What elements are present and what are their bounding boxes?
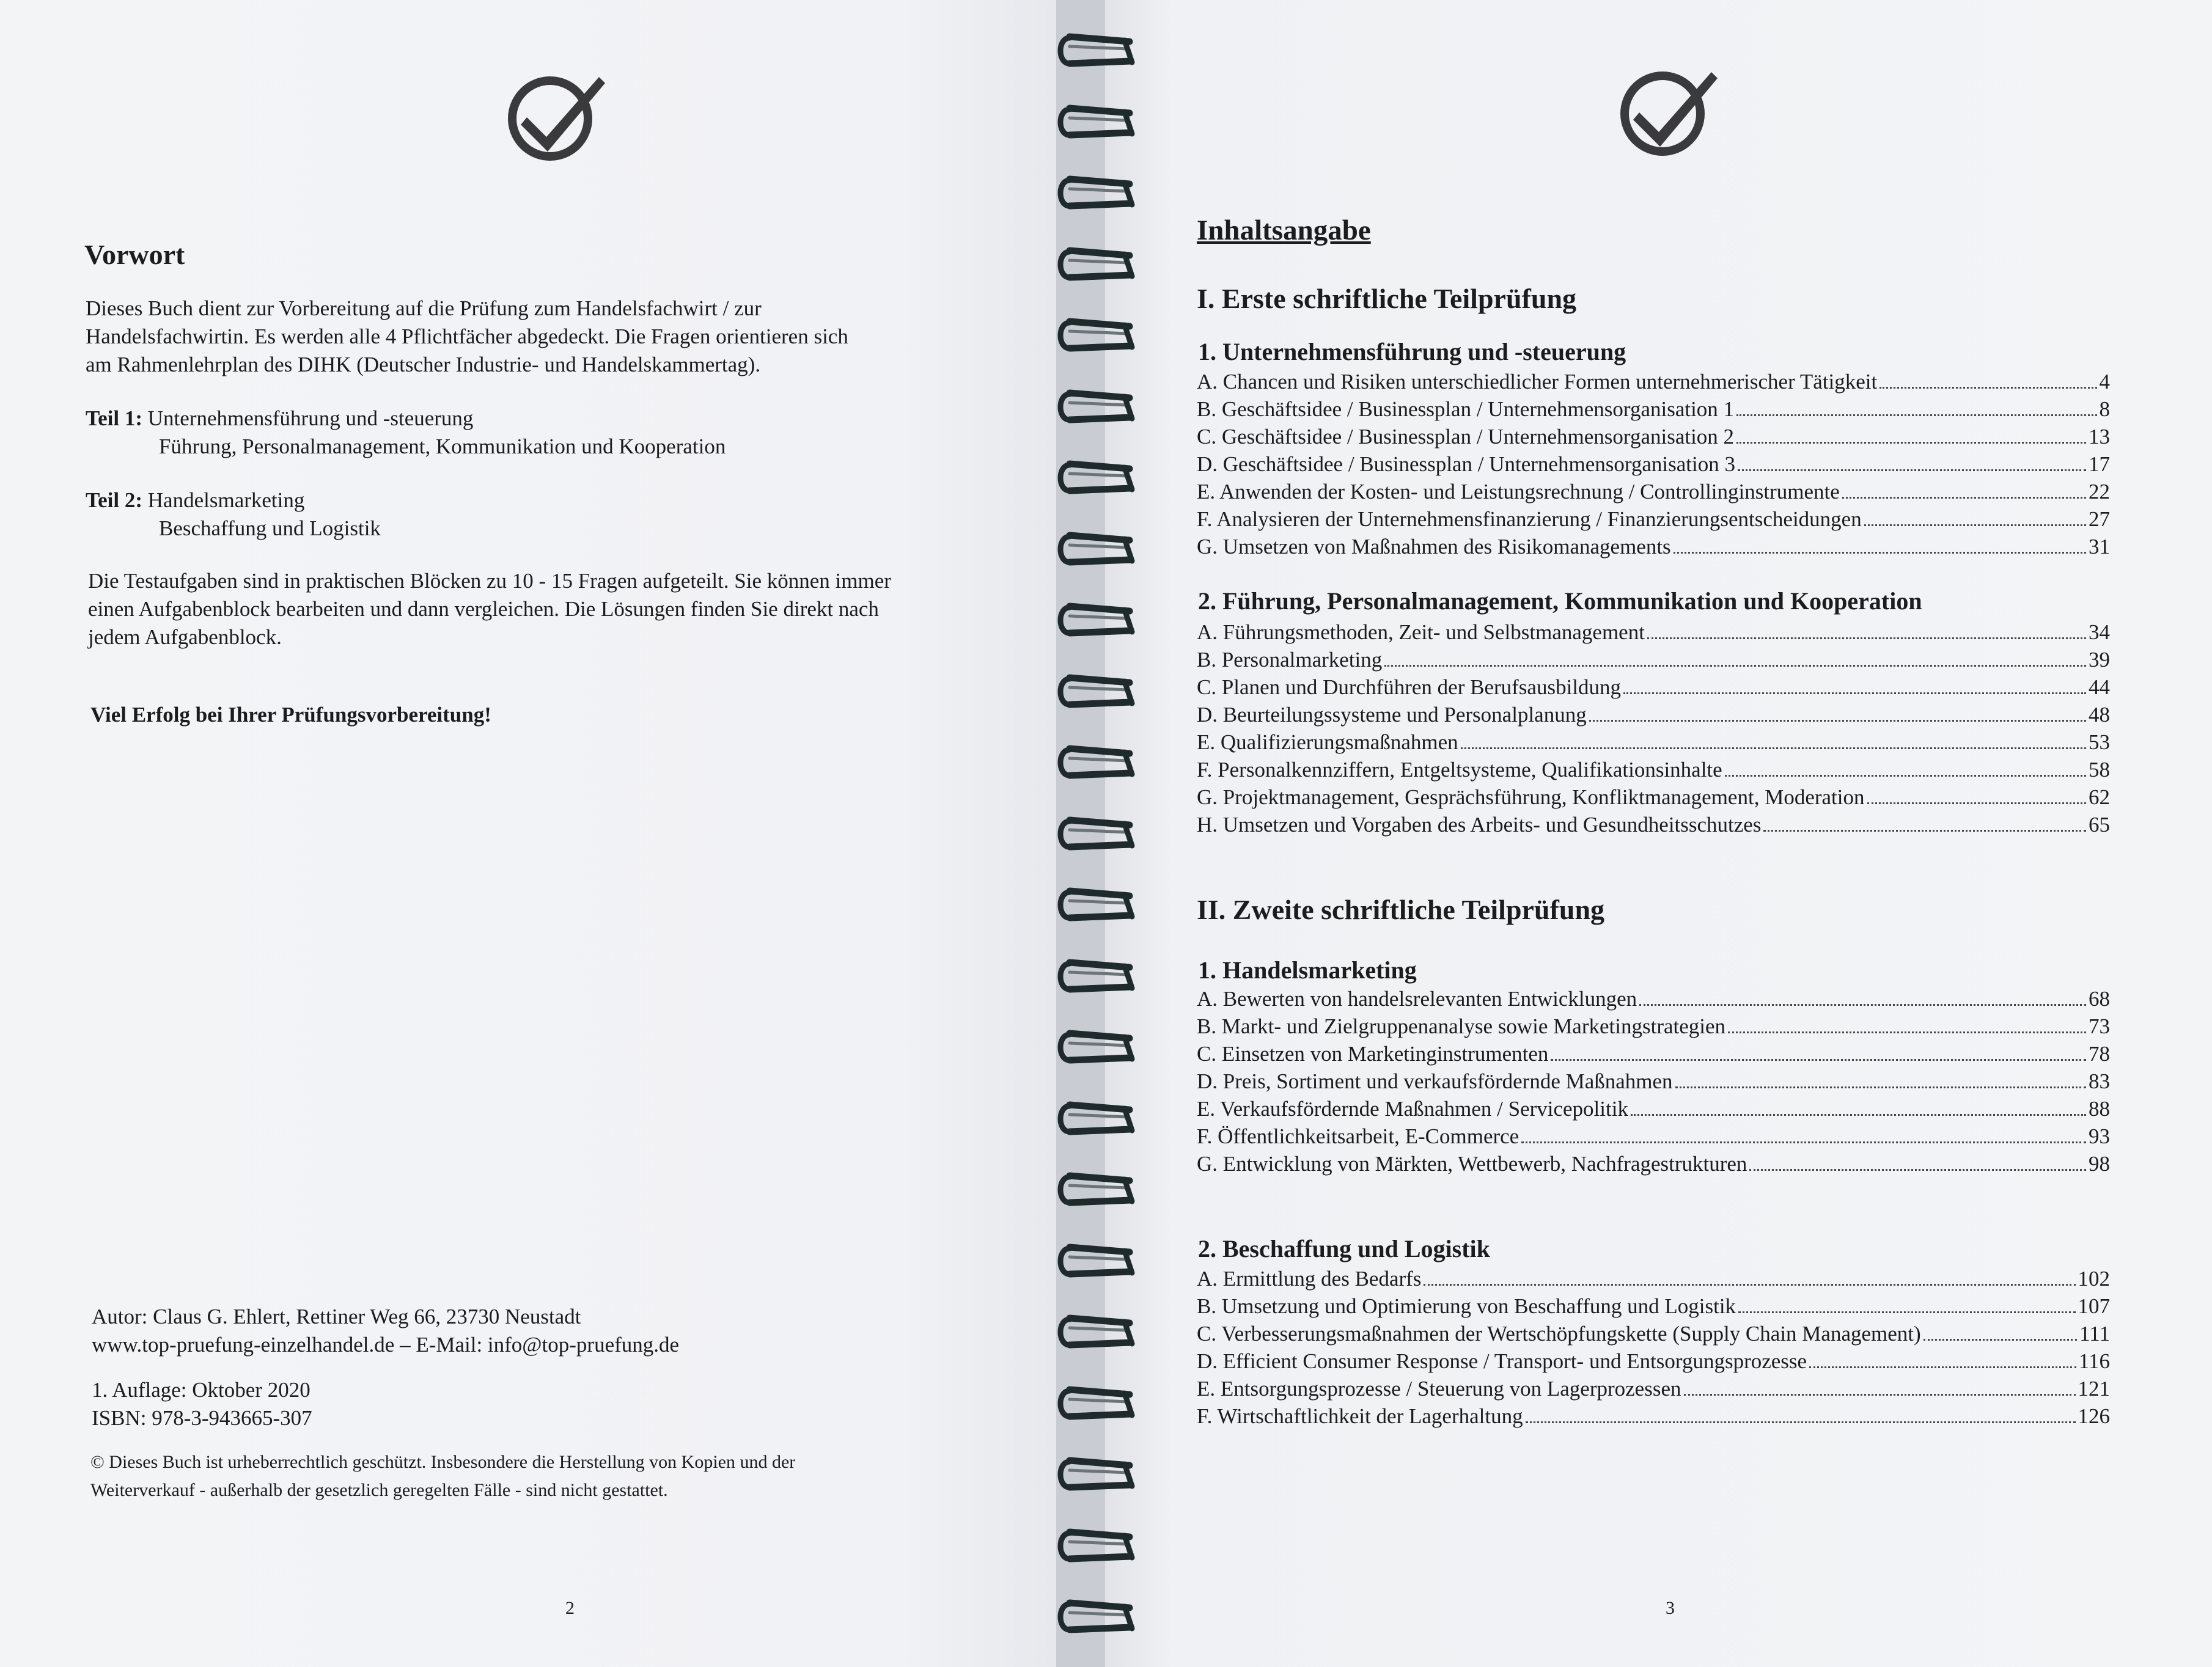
dot-leader <box>1879 387 2096 389</box>
toc-entry-title: D. Geschäftsidee / Businessplan / Unternehmensorganisation 3 <box>1197 452 1735 476</box>
dot-leader <box>1842 497 2086 499</box>
toc-entry[interactable] <box>1197 395 2110 423</box>
spiral-coil <box>1051 1525 1143 1567</box>
dot-leader <box>1763 830 2086 832</box>
dot-leader <box>1675 1086 2086 1088</box>
dot-leader <box>1424 1284 2075 1286</box>
toc-entry-title: B. Personalmarketing <box>1197 648 1383 672</box>
toc-entry[interactable] <box>1197 701 2110 728</box>
spiral-coil <box>1051 1453 1143 1496</box>
part-2-section-1-heading: 1. Handelsmarketing <box>1198 956 1417 984</box>
toc-entry[interactable] <box>1197 1265 2110 1292</box>
part-2-section-2-list <box>1197 1265 2110 1430</box>
toc-entry[interactable] <box>1197 533 2110 560</box>
spiral-coil <box>1051 1382 1143 1425</box>
test-paragraph <box>88 567 1017 651</box>
toc-entry-title: B. Geschäftsidee / Businessplan / Unternehmensorganisation 1 <box>1197 397 1735 421</box>
author-block <box>92 1303 679 1359</box>
toc-entry-page: 107 <box>2078 1294 2110 1318</box>
spiral-coil <box>1051 314 1143 357</box>
dot-leader <box>1736 414 2096 416</box>
dot-leader <box>1631 1114 2086 1116</box>
copyright-line: Weiterverkauf - außerhalb der gesetzlich geregelten Fälle - sind nicht gestattet. <box>90 1480 668 1500</box>
spiral-coil <box>1051 528 1143 571</box>
intro-line: Handelsfachwirtin. Es werden alle 4 Pflichtfächer abgedeckt. Die Fragen orientieren sich <box>86 324 848 348</box>
toc-entry[interactable] <box>1197 368 2110 395</box>
spiral-coil <box>1051 1097 1143 1140</box>
toc-entry[interactable] <box>1197 811 2110 838</box>
test-line: einen Aufgabenblock bearbeiten und dann vergleichen. Die Lösungen finden Sie direkt nach <box>88 597 879 621</box>
author-line: Autor: Claus G. Ehlert, Rettiner Weg 66, 23730 Neustadt <box>92 1305 581 1328</box>
spiral-coil <box>1051 1168 1143 1211</box>
toc-entry-page: 58 <box>2089 758 2110 782</box>
edition-block <box>92 1376 312 1432</box>
toc-entry-page: 65 <box>2089 813 2110 837</box>
teil-2 <box>86 486 381 543</box>
test-line: Die Testaufgaben sind in praktischen Blöcken zu 10 - 15 Fragen aufgeteilt. Sie können immer <box>88 569 891 593</box>
part-1-heading: I. Erste schriftliche Teilprüfung <box>1197 283 1577 314</box>
toc-entry[interactable] <box>1197 728 2110 756</box>
part-2-heading: II. Zweite schriftliche Teilprüfung <box>1197 894 1605 925</box>
part-1-section-2-heading: 2. Führung, Personalmanagement, Kommunikation und Kooperation <box>1198 587 1922 615</box>
toc-entry[interactable] <box>1197 1123 2110 1150</box>
toc-entry-page: 121 <box>2078 1377 2110 1401</box>
toc-entry-title: E. Anwenden der Kosten- und Leistungsrechnung / Controllinginstrumente <box>1197 480 1840 504</box>
toc-entry-page: 27 <box>2089 507 2110 531</box>
page-number-left: 2 <box>565 1598 575 1618</box>
dot-leader <box>1736 442 2086 444</box>
teil-2-line1: Handelsmarketing <box>147 488 305 512</box>
toc-entry-page: 93 <box>2089 1124 2110 1148</box>
toc-entry-page: 53 <box>2089 730 2110 754</box>
toc-entry[interactable] <box>1197 673 2110 701</box>
spiral-coil <box>1051 1596 1143 1638</box>
spiral-coil <box>1051 955 1143 998</box>
spiral-coil <box>1051 813 1143 855</box>
spiral-coil <box>1051 101 1143 144</box>
toc-entry-page: 73 <box>2089 1014 2110 1038</box>
toc-entry-title: A. Führungsmethoden, Zeit- und Selbstmanagement <box>1197 620 1645 644</box>
dot-leader <box>1384 665 2086 667</box>
dot-leader <box>1738 1311 2075 1313</box>
toc-entry-title: C. Planen und Durchführen der Berufsausbildung <box>1197 675 1622 699</box>
spiral-binding <box>1039 0 1155 1667</box>
toc-entry-page: 34 <box>2089 620 2110 644</box>
toc-entry[interactable] <box>1197 505 2110 533</box>
toc-entry-page: 111 <box>2079 1322 2110 1346</box>
toc-title: Inhaltsangabe <box>1197 214 1371 246</box>
toc-entry-page: 78 <box>2089 1042 2110 1066</box>
edition-line: 1. Auflage: Oktober 2020 <box>92 1378 310 1402</box>
toc-entry-page: 17 <box>2089 452 2110 476</box>
spiral-coil <box>1051 1026 1143 1069</box>
dot-leader <box>1749 1169 2086 1171</box>
toc-entry-title: G. Umsetzen von Maßnahmen des Risikomanagements <box>1197 535 1671 559</box>
toc-entry-page: 126 <box>2078 1404 2110 1428</box>
part-2-section-1-list <box>1197 985 2110 1178</box>
toc-entry-page: 31 <box>2089 535 2110 559</box>
toc-entry-title: C. Verbesserungsmaßnahmen der Wertschöpfungskette (Supply Chain Management) <box>1197 1322 1921 1346</box>
success-message: Viel Erfolg bei Ihrer Prüfungsvorbereitung! <box>90 703 491 727</box>
isbn-line: ISBN: 978-3-943665-307 <box>92 1406 312 1430</box>
spiral-coil <box>1051 456 1143 499</box>
dot-leader <box>1738 469 2086 471</box>
teil-2-label: Teil 2: <box>86 488 143 512</box>
toc-entry-title: A. Chancen und Risiken unterschiedlicher Formen unternehmerischer Tätigkeit <box>1197 370 1878 394</box>
dot-leader <box>1461 747 2086 749</box>
toc-entry-title: A. Bewerten von handelsrelevanten Entwicklungen <box>1197 987 1637 1011</box>
teil-2-line2: Beschaffung und Logistik <box>159 516 381 540</box>
spiral-coil <box>1051 884 1143 926</box>
toc-entry-title: H. Umsetzen und Vorgaben des Arbeits- und Gesundheitsschutzes <box>1197 813 1762 837</box>
dot-leader <box>1639 1004 2086 1006</box>
toc-entry-page: 68 <box>2089 987 2110 1011</box>
dot-leader <box>1867 802 2087 804</box>
toc-entry-page: 13 <box>2089 425 2110 449</box>
toc-entry-title: F. Personalkennziffern, Entgeltsysteme, Qualifikationsinhalte <box>1197 758 1722 782</box>
toc-entry[interactable] <box>1197 450 2110 478</box>
dot-leader <box>1623 692 2086 694</box>
toc-entry-title: D. Preis, Sortiment und verkaufsfördernde Maßnahmen <box>1197 1069 1673 1093</box>
check-circle-icon <box>1614 61 1730 159</box>
toc-entry[interactable] <box>1197 423 2110 450</box>
toc-entry-page: 22 <box>2089 480 2110 504</box>
toc-entry-title: B. Markt- und Zielgruppenanalyse sowie Marketingstrategien <box>1197 1014 1726 1038</box>
toc-entry[interactable] <box>1197 1375 2110 1402</box>
toc-entry[interactable] <box>1197 1347 2110 1375</box>
toc-entry-page: 98 <box>2089 1152 2110 1176</box>
toc-entry-title: E. Verkaufsfördernde Maßnahmen / Servicepolitik <box>1197 1097 1628 1121</box>
dot-leader <box>1526 1421 2076 1423</box>
toc-entry[interactable] <box>1197 1320 2110 1347</box>
spiral-coil <box>1051 29 1143 72</box>
toc-entry-title: D. Efficient Consumer Response / Transport- und Entsorgungsprozesse <box>1197 1349 1807 1373</box>
part-1-section-2-list <box>1197 618 2110 838</box>
intro-line: am Rahmenlehrplan des DIHK (Deutscher Industrie- und Handelskammertag). <box>86 353 761 376</box>
vorwort-title: Vorwort <box>84 239 185 270</box>
toc-entry-page: 8 <box>2099 397 2110 421</box>
web-email-line: www.top-pruefung-einzelhandel.de – E-Mail: info@top-pruefung.de <box>92 1333 680 1357</box>
toc-entry-title: E. Entsorgungsprozesse / Steuerung von Lagerprozessen <box>1197 1377 1681 1401</box>
intro-paragraph <box>86 295 1015 379</box>
toc-entry[interactable] <box>1197 1150 2110 1178</box>
toc-entry-page: 44 <box>2089 675 2110 699</box>
spiral-coil <box>1051 243 1143 286</box>
toc-entry[interactable] <box>1197 618 2110 646</box>
toc-entry-page: 116 <box>2078 1349 2110 1373</box>
teil-1-label: Teil 1: <box>86 406 143 430</box>
dot-leader <box>1521 1141 2086 1143</box>
part-2-section-2-heading: 2. Beschaffung und Logistik <box>1198 1235 1490 1262</box>
toc-entry-page: 102 <box>2078 1267 2110 1291</box>
teil-1-line2: Führung, Personalmanagement, Kommunikation und Kooperation <box>159 434 726 458</box>
dot-leader <box>1589 720 2086 722</box>
spiral-coil <box>1051 1311 1143 1354</box>
dot-leader <box>1728 1031 2086 1033</box>
copyright-line: © Dieses Buch ist urheberrechtlich geschützt. Insbesondere die Herstellung von Kopien und der <box>90 1452 796 1472</box>
toc-entry-title: F. Öffentlichkeitsarbeit, E-Commerce <box>1197 1124 1519 1148</box>
dot-leader <box>1725 775 2086 777</box>
page-number-right: 3 <box>1666 1598 1675 1618</box>
toc-entry-page: 48 <box>2089 703 2110 727</box>
toc-entry[interactable] <box>1197 646 2110 673</box>
toc-entry-title: F. Analysieren der Unternehmensfinanzierung / Finanzierungsentscheidungen <box>1197 507 1862 531</box>
toc-entry-title: G. Entwicklung von Märkten, Wettbewerb, Nachfragestrukturen <box>1197 1152 1747 1176</box>
dot-leader <box>1551 1059 2086 1061</box>
toc-entry-page: 88 <box>2089 1097 2110 1121</box>
toc-entry[interactable] <box>1197 478 2110 505</box>
spiral-coil <box>1051 1240 1143 1283</box>
toc-entry[interactable] <box>1197 1095 2110 1123</box>
teil-1 <box>86 405 726 461</box>
spiral-coil <box>1051 741 1143 784</box>
toc-entry[interactable] <box>1197 985 2110 1013</box>
toc-entry-title: F. Wirtschaftlichkeit der Lagerhaltung <box>1197 1404 1523 1428</box>
dot-leader <box>1684 1394 2076 1396</box>
dot-leader <box>1647 637 2086 639</box>
part-1-section-1-heading: 1. Unternehmensführung und -steuerung <box>1198 338 1626 365</box>
dot-leader <box>1924 1339 2077 1341</box>
toc-entry[interactable] <box>1197 1013 2110 1040</box>
toc-entry-title: C. Geschäftsidee / Businessplan / Unternehmensorganisation 2 <box>1197 425 1735 449</box>
teil-1-line1: Unternehmensführung und -steuerung <box>147 406 474 430</box>
check-circle-icon <box>501 66 617 164</box>
toc-entry-title: B. Umsetzung und Optimierung von Beschaffung und Logistik <box>1197 1294 1736 1318</box>
toc-entry[interactable] <box>1197 1068 2110 1095</box>
toc-entry-page: 62 <box>2089 785 2110 809</box>
toc-entry[interactable] <box>1197 1402 2110 1430</box>
toc-entry-title: C. Einsetzen von Marketinginstrumenten <box>1197 1042 1549 1066</box>
test-line: jedem Aufgabenblock. <box>88 625 282 649</box>
dot-leader <box>1674 552 2086 554</box>
spiral-coil <box>1051 599 1143 642</box>
toc-entry-page: 39 <box>2089 648 2110 672</box>
left-page <box>0 0 1056 1667</box>
intro-line: Dieses Buch dient zur Vorbereitung auf die Prüfung zum Handelsfachwirt / zur <box>86 296 762 320</box>
toc-entry[interactable] <box>1197 756 2110 783</box>
spiral-coil <box>1051 172 1143 214</box>
toc-entry-page: 83 <box>2089 1069 2110 1093</box>
part-1-section-1-list <box>1197 368 2110 560</box>
copyright-notice <box>90 1448 977 1504</box>
toc-entry[interactable] <box>1197 1040 2110 1068</box>
toc-entry-title: A. Ermittlung des Bedarfs <box>1197 1267 1422 1291</box>
dot-leader <box>1864 524 2086 526</box>
spiral-coil <box>1051 386 1143 428</box>
dot-leader <box>1809 1366 2076 1368</box>
toc-entry-title: D. Beurteilungssysteme und Personalplanung <box>1197 703 1587 727</box>
toc-entry[interactable] <box>1197 1292 2110 1320</box>
toc-entry[interactable] <box>1197 783 2110 811</box>
spiral-coil <box>1051 670 1143 713</box>
toc-entry-title: G. Projektmanagement, Gesprächsführung, Konfliktmanagement, Moderation <box>1197 785 1865 809</box>
toc-entry-title: E. Qualifizierungsmaßnahmen <box>1197 730 1458 754</box>
toc-entry-page: 4 <box>2099 370 2110 394</box>
